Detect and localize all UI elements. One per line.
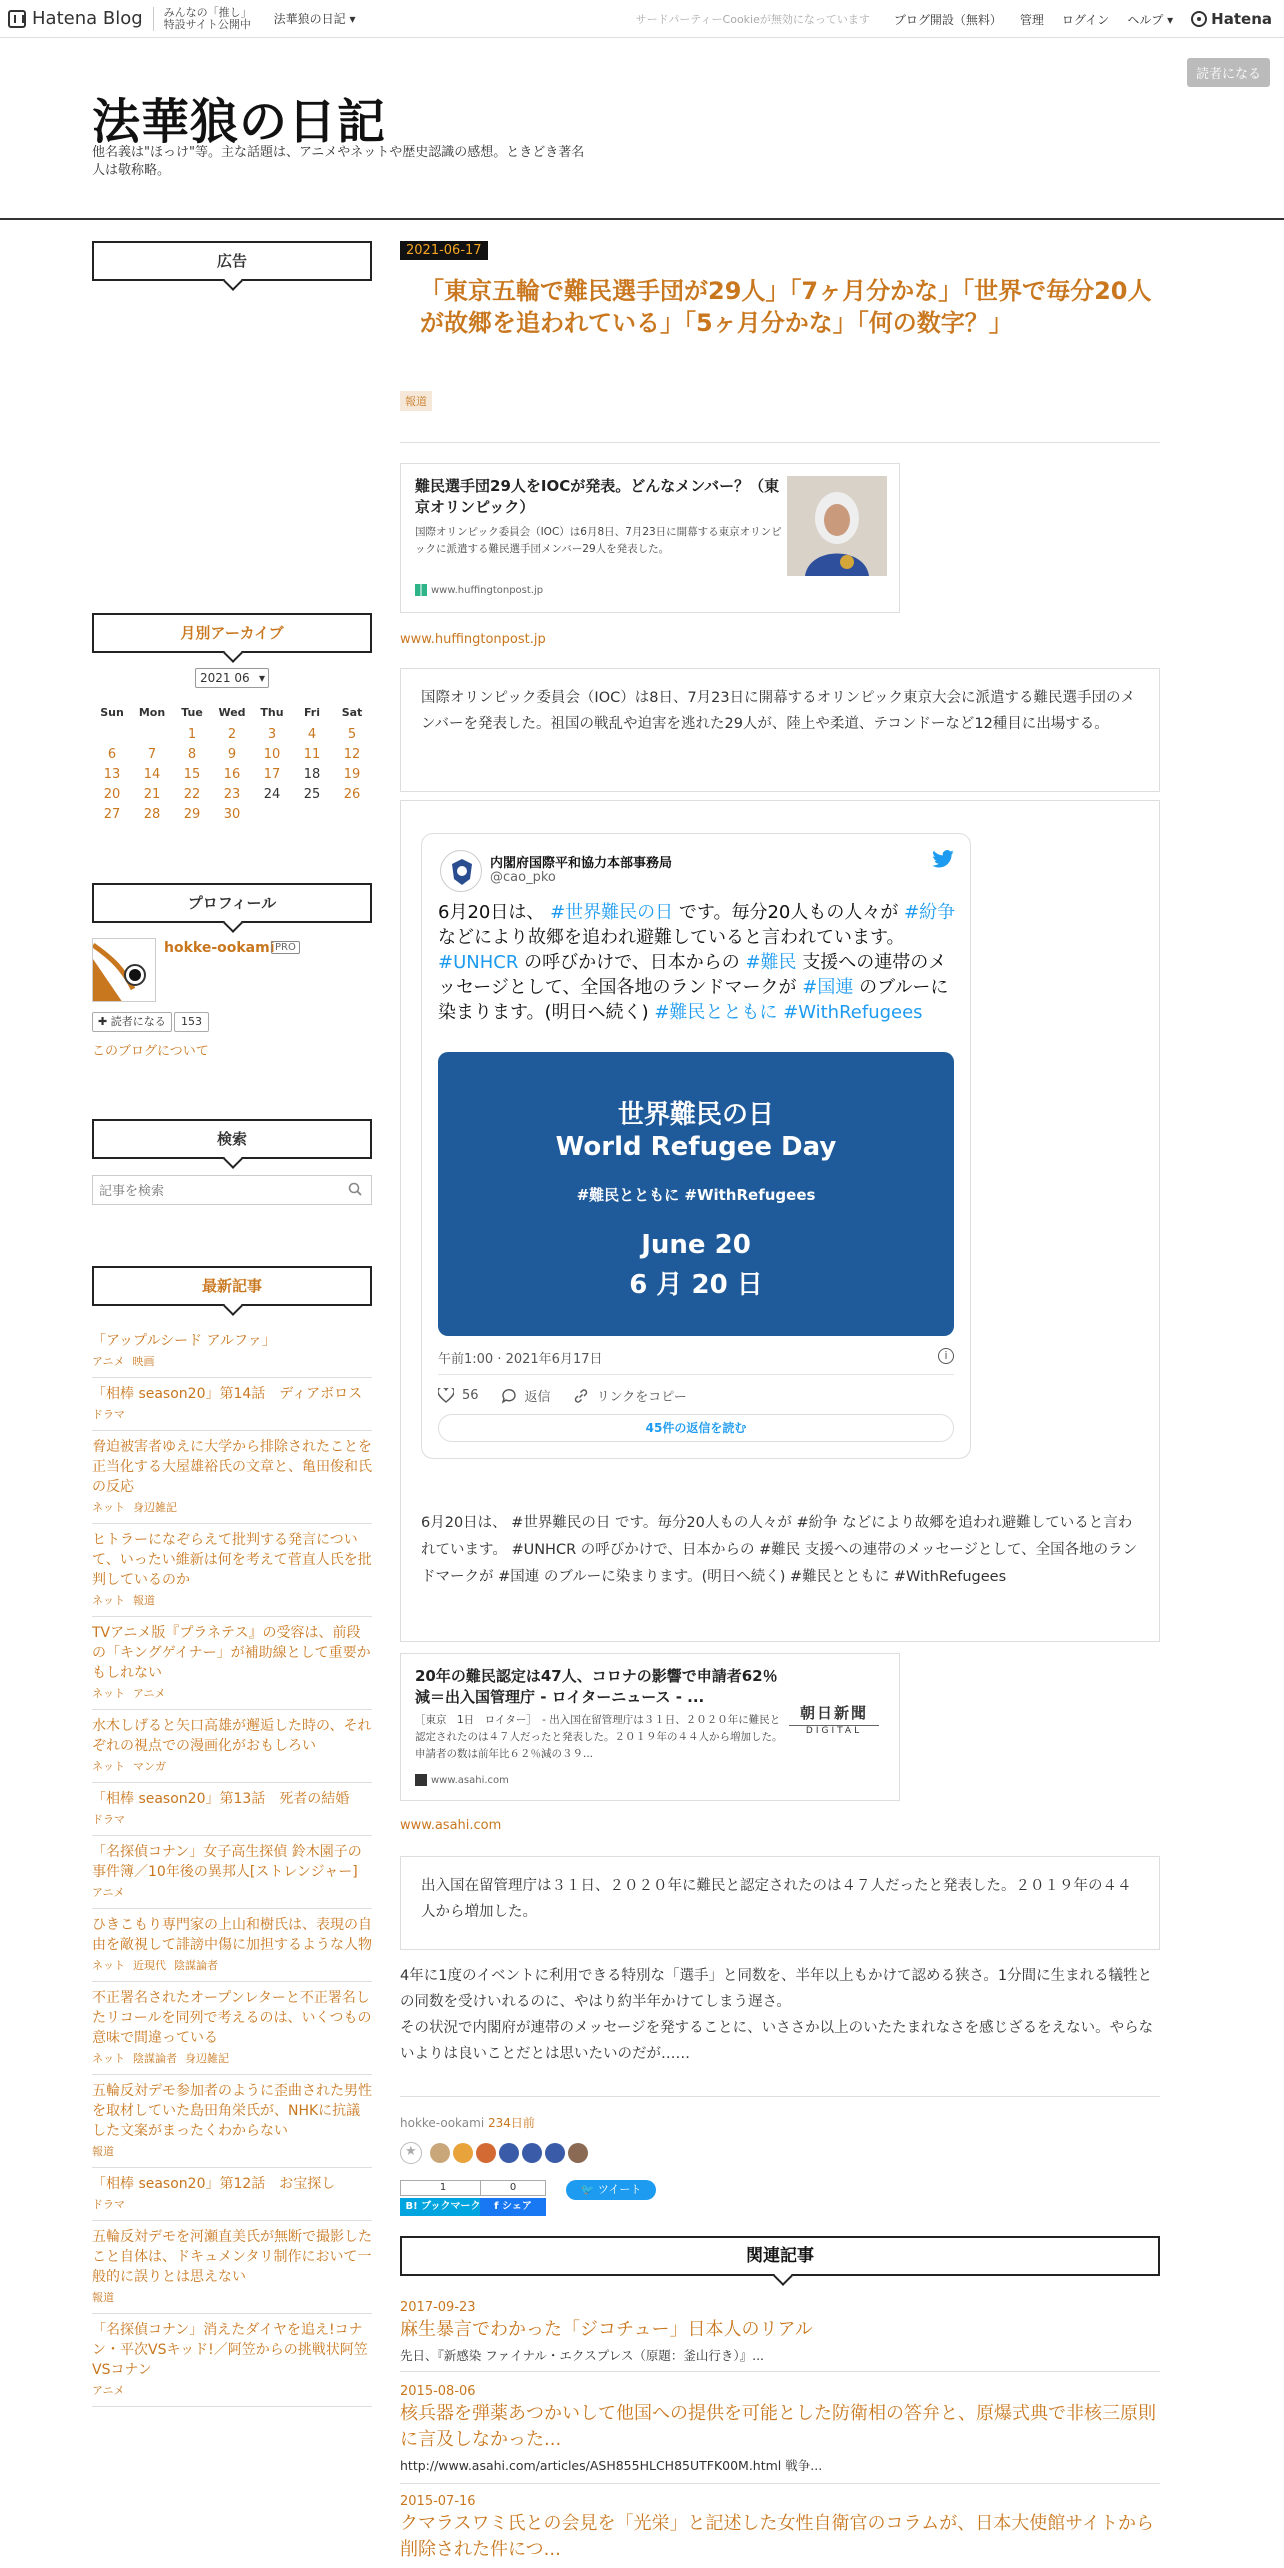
subscribe-button[interactable]: 読者になる [1187, 58, 1270, 87]
tweet-actions [438, 1386, 709, 1405]
hashtag-link[interactable]: #UNHCR [438, 952, 519, 973]
help-menu[interactable]: ヘルプ ▾ [1127, 12, 1174, 27]
tweet-text-segment: などにより故郷を追われ避難していると言われています。 [438, 927, 905, 948]
embed-card-asahi[interactable] [400, 1653, 900, 1801]
asahi-favicon [415, 1774, 427, 1786]
create-blog-link[interactable]: ブログ開設（無料） [893, 12, 1002, 27]
calendar-day[interactable]: 27 [103, 806, 121, 822]
add-star-button[interactable] [400, 2142, 422, 2164]
archive-month-select[interactable]: 2021 06 ▾ [195, 668, 269, 688]
search-input[interactable] [92, 1175, 372, 1205]
recent-entry-categories [92, 1406, 372, 1422]
search-icon[interactable] [348, 1182, 362, 1196]
calendar-day[interactable]: 12 [343, 746, 361, 762]
embed-card-huffpost[interactable] [400, 463, 900, 613]
athlete-thumbnail [787, 476, 887, 576]
pro-badge: PRO [271, 941, 300, 954]
recent-entry-categories [92, 1592, 372, 1608]
tweet-avatar[interactable] [440, 850, 482, 892]
recent-entry[interactable] [92, 1378, 372, 1431]
embed-site: www.huffingtonpost.jp [415, 584, 543, 596]
calendar-day[interactable]: 2 [227, 726, 237, 742]
calendar-day[interactable]: 4 [307, 726, 317, 742]
recent-entry-title[interactable]: 「相棒 season20」第13話 死者の結婚 [92, 1791, 350, 1807]
reply-button[interactable]: 返信 [501, 1386, 551, 1405]
blog-title[interactable]: 法華狼の日記 [92, 94, 387, 150]
link-icon [573, 1388, 589, 1404]
calendar-weekday: Thu [260, 705, 284, 719]
recent-entry[interactable] [92, 1710, 372, 1783]
divider [400, 2096, 1160, 2097]
recent-entry[interactable] [92, 1836, 372, 1909]
blog-header [0, 38, 1284, 220]
entry-body: 4年に1度のイベントに利用できる特別な「選手」と同数を、半年以上もかけて認める狭さ。1分間に生まれる犠牲との同数を受けいれるのに、やはり約半年かけてしまう遅さ。 その状況で内閣府が連帯のメッセージを発することに、いささか以上のいたたまれなさを感じざるをえない。やらないよりは良いことだとは思いたいのだが…… [400, 1968, 1154, 2062]
tweet-text-segment: です。毎分20人もの人々が [673, 902, 905, 923]
recent-entry-title[interactable]: 「相棒 season20」第14話 ディアボロス [92, 1386, 363, 1402]
archive-calendar [92, 700, 372, 824]
tweet-author-handle[interactable]: @cao_pko [490, 870, 556, 885]
copy-link-button[interactable]: リンクをコピー [573, 1386, 687, 1405]
recent-entry-categories [92, 1811, 372, 1827]
calendar-day[interactable]: 23 [223, 786, 241, 802]
calendar-weekday: Mon [138, 705, 166, 719]
calendar-day[interactable]: 11 [303, 746, 321, 762]
calendar-empty [252, 804, 292, 824]
about-blog-link[interactable]: このブログについて [92, 1044, 209, 1059]
profile-avatar[interactable] [92, 938, 156, 1002]
category-link[interactable]: ネット [92, 1959, 125, 1972]
calendar-day[interactable]: 5 [347, 726, 357, 742]
recent-entry-categories [92, 1758, 372, 1774]
recent-entry[interactable] [92, 2221, 372, 2314]
entry-title[interactable]: 「東京五輪で難民選手団が29人」「7ヶ月分かな」「世界で毎分20人が故郷を追われている」「5ヶ月分かな」「何の数字？」 [420, 277, 1152, 337]
tweet-text-segment: 支援への連帯のメッセージとして、全国各地のランドマークが [438, 952, 947, 998]
calendar-empty [92, 724, 132, 744]
heart-icon [438, 1388, 454, 1403]
calendar-day[interactable]: 22 [183, 786, 201, 802]
recent-entry-title[interactable]: 「名探偵コナン」女子高生探偵 鈴木園子の事件簿／10年後の異邦人[ストレンジャー] [92, 1844, 362, 1880]
oshi-banner[interactable]: みんなの「推し」 特設サイト公開中 [163, 5, 252, 31]
calendar-day[interactable]: 10 [263, 746, 281, 762]
recent-entry-title[interactable]: 「相棒 season20」第12話 お宝探し [92, 2176, 336, 2192]
category-link[interactable]: アニメ [92, 1886, 125, 1899]
tweet-text-segment: のブルーに染まります。(明日へ続く) [438, 977, 949, 1023]
category-link[interactable]: アニメ [92, 2384, 125, 2397]
archive-module-title[interactable]: 月別アーカイブ [92, 613, 372, 653]
category-link[interactable]: 身辺雑記 [133, 1501, 177, 1514]
category-link[interactable]: 映画 [132, 1355, 155, 1368]
admin-link[interactable]: 管理 [1019, 12, 1044, 27]
calendar-day[interactable]: 3 [267, 726, 277, 742]
category-link[interactable]: 近現代 [133, 1959, 166, 1972]
embed-site: www.asahi.com [415, 1774, 509, 1786]
category-link[interactable]: ネット [92, 1687, 125, 1700]
calendar-weekday: Tue [181, 705, 203, 719]
category-link[interactable]: ドラマ [92, 1408, 125, 1421]
calendar-weekday: Sun [100, 705, 124, 719]
subscriber-count[interactable]: 153 [174, 1012, 209, 1032]
category-link[interactable]: 報道 [133, 1594, 155, 1607]
source-link-huffpost[interactable]: www.huffingtonpost.jp [400, 632, 546, 647]
recent-entry-title[interactable]: 脅迫被害者ゆえに大学から排除されたことを正当化する大屋雄裕氏の文章と、亀田俊和氏の反応 [92, 1439, 372, 1495]
divider [438, 1374, 954, 1375]
hatena-icon [1191, 11, 1207, 27]
recent-entry[interactable] [92, 1431, 372, 1524]
calendar-day[interactable]: 17 [263, 766, 281, 782]
embed-title: 難民選手団29人をIOCが発表。どんなメンバー？（東京オリンピック） [415, 477, 780, 516]
blockquote-immigration: 出入国在留管理庁は３１日、２０２０年に難民と認定されたのは４７人だったと発表した。２０１９年の４４人から増加した。 [400, 1856, 1160, 1950]
recent-entry-title[interactable]: TVアニメ版『プラネテス』の受容は、前段の「キングゲイナー」が補助線として重要かもしれない [92, 1625, 371, 1681]
related-entry[interactable]: 2015-07-16 クマラスワミ氏との会見を「光栄」と記述した女性自衛官のコラムが、日本大使館サイトから削除された件につ... [400, 2494, 1155, 2560]
hatena-blog-logo[interactable]: Hatena Blog [8, 8, 143, 29]
recent-entry-title[interactable]: 五輪反対デモ参加者のように歪曲された男性を取材していた島田角栄氏が、NHKに抗議した文案がまったくわからない [92, 2083, 372, 2139]
star-user-avatar[interactable] [453, 2143, 473, 2163]
pko-emblem-icon [441, 851, 483, 893]
category-link[interactable]: 報道 [92, 2291, 114, 2304]
recent-entry[interactable] [92, 2314, 372, 2407]
category-link[interactable]: ネット [92, 1594, 125, 1607]
related-entry[interactable]: 2017-09-23 麻生暴言でわかった「ジコチュー」日本人のリアル 先日、『新感染 ファイナル・エクスプレス（原題：釜山行き）』... [400, 2300, 1160, 2372]
entry-category[interactable]: 報道 [400, 391, 432, 411]
star-user-avatar[interactable] [499, 2143, 519, 2163]
ad-module-title: 広告 [92, 241, 372, 281]
recent-entry[interactable] [92, 1982, 372, 2075]
embed-description: 国際オリンピック委員会（IOC）は6月8日、7月23日に開幕する東京オリンピックに派遣する難民選手団メンバー29人を発表した。 [415, 526, 782, 555]
entry-ago[interactable]: 234日前 [487, 2116, 535, 2130]
asahi-logo: 朝日新聞 DIGITAL [789, 1702, 879, 1736]
reply-icon [501, 1388, 517, 1404]
login-link[interactable]: ログイン [1061, 12, 1110, 27]
calendar-day: 18 [303, 766, 321, 782]
facebook-icon: f [494, 2201, 499, 2212]
tweet-fallback-text: 6月20日は、 #世界難民の日 です。毎分20人もの人々が #紛争 などにより故郷を追われ避難していると言われています。 #UNHCR の呼びかけで、日本からの #難民 支援への連帯のメッセージとして、全国各地のランドマークが #国連 のブルーに染まります。(明日へ続く) #難民とともに #WithRefugees [421, 1515, 1138, 1585]
hatena-logo[interactable]: Hatena [1191, 10, 1272, 28]
category-link[interactable]: ネット [92, 1760, 125, 1773]
recent-entry-categories [92, 1353, 372, 1369]
calendar-day[interactable]: 6 [107, 746, 117, 762]
calendar-weekday: Fri [303, 705, 320, 719]
profile-name[interactable]: hokke-ookami [164, 940, 275, 956]
hashtag-link[interactable]: #難民 [745, 952, 797, 973]
calendar-day[interactable]: 20 [103, 786, 121, 802]
calendar-day[interactable]: 14 [143, 766, 161, 782]
calendar-day[interactable]: 16 [223, 766, 241, 782]
calendar-empty [292, 804, 332, 824]
calendar-empty [132, 724, 172, 744]
recent-entry[interactable] [92, 1617, 372, 1710]
recent-entry[interactable] [92, 1524, 372, 1617]
tweet-text-segment: の呼びかけで、日本からの [518, 952, 746, 973]
hatena-bookmark-share[interactable]: 1 B! ブックマーク [400, 2180, 486, 2218]
profile-subscribe-button[interactable]: ✚ 読者になる [92, 1012, 172, 1032]
category-link[interactable]: ネット [92, 1501, 125, 1514]
calendar-day[interactable]: 19 [343, 766, 361, 782]
recent-entry-categories [92, 2382, 372, 2398]
related-entries-title: 関連記事 [400, 2236, 1160, 2276]
source-link-asahi[interactable]: www.asahi.com [400, 1818, 502, 1833]
hashtag-link[interactable]: #国連 [802, 977, 854, 998]
cookie-notice: サードパーティーCookieが無効になっています [635, 13, 870, 26]
recent-entry-title[interactable]: ひきこもり専門家の上山和樹氏は、表現の自由を敵視して誹謗中傷に加担するような人物 [92, 1917, 372, 1953]
calendar-weekday: Wed [218, 705, 246, 719]
recent-entry-title[interactable]: 水木しげると矢口高雄が邂逅した時の、それぞれの視点での漫画化がおもしろい [92, 1718, 372, 1754]
facebook-share[interactable]: 0 f シェア [480, 2180, 566, 2218]
recent-entry[interactable] [92, 1909, 372, 1982]
category-link[interactable]: ドラマ [92, 2198, 125, 2211]
tweet-text [438, 900, 958, 1025]
tweet-timestamp[interactable]: 午前1:00 · 2021年6月17日 [438, 1352, 603, 1367]
calendar-weekday: Sat [341, 705, 363, 719]
embed-title: 20年の難民認定は47人、コロナの影響で申請者62％減＝出入国管理庁 - ロイターニュース - ... [415, 1667, 778, 1706]
recent-module-title: 最新記事 [92, 1266, 372, 1306]
recent-entry-title[interactable]: 五輪反対デモを河瀬直美氏が無断で撮影したこと自体は、ドキュメンタリ制作において一般的に誤りとは思えない [92, 2229, 372, 2285]
calendar-day[interactable]: 1 [187, 726, 197, 742]
read-replies-button[interactable]: 45件の返信を読む [438, 1414, 954, 1442]
entry-footer [400, 2114, 535, 2131]
star-user-avatar[interactable] [545, 2143, 565, 2163]
star-user-avatar[interactable] [430, 2143, 450, 2163]
twitter-bird-icon[interactable] [932, 850, 954, 868]
tweet-text-segment: 6月20日は、 [438, 902, 551, 923]
tweet-author-name[interactable]: 内閣府国際平和協力本部事務局 [490, 856, 673, 871]
recent-entry-categories [92, 1685, 372, 1701]
category-link[interactable]: アニメ [133, 1687, 166, 1700]
category-link[interactable]: ドラマ [92, 1813, 125, 1826]
recent-entry-categories [92, 2196, 372, 2212]
blog-description: 他名義は"ほっけ"等。主な話題は、アニメやネットや歴史認識の感想。ときどき著名人は敬称略。 [92, 145, 585, 178]
recent-entry-title[interactable]: 「名探偵コナン」消えたダイヤを追え!コナン・平次VSキッド!／阿笠からの挑戦状阿笠VSコナン [92, 2322, 368, 2378]
recent-entry-categories [92, 2050, 372, 2066]
category-link[interactable]: アニメ [92, 1355, 125, 1368]
tweet-share-button[interactable]: 🐦 ツイート [566, 2180, 656, 2200]
calendar-day: 24 [263, 786, 281, 802]
star-list [400, 2142, 591, 2164]
recent-entry-categories [92, 2143, 372, 2159]
calendar-day[interactable]: 28 [143, 806, 161, 822]
calendar-day[interactable]: 29 [183, 806, 201, 822]
recent-entry[interactable] [92, 2075, 372, 2168]
star-user-avatar[interactable] [568, 2143, 588, 2163]
category-link[interactable]: 身辺雑記 [185, 2052, 229, 2065]
calendar-day[interactable]: 26 [343, 786, 361, 802]
category-link[interactable]: 報道 [92, 2145, 114, 2158]
embed-description: ［東京 1日 ロイター］ - 出入国在留管理庁は３１日、２０２０年に難民と認定されたのは４７人だったと発表した。２０１９年の４４人から増加した。 申請者の数は前年比６２％減の３９... [415, 1714, 788, 1760]
search-module-title: 検索 [92, 1119, 372, 1159]
hashtag-link[interactable]: #難民とともに #WithRefugees [654, 1002, 923, 1023]
calendar-day: 25 [303, 786, 321, 802]
category-link[interactable]: ネット [92, 2052, 125, 2065]
calendar-day[interactable]: 13 [103, 766, 121, 782]
hashtag-link[interactable]: #世界難民の日 [550, 902, 674, 923]
star-user-avatar[interactable] [522, 2143, 542, 2163]
recent-entry-title[interactable]: 不正署名されたオープンレターと不正署名したリコールを同列で考えるのは、いくつもの意味で間違っている [92, 1990, 372, 2046]
recent-entry-categories [92, 1499, 372, 1515]
twitter-bird-icon: 🐦 [580, 2183, 595, 2196]
recent-entry[interactable] [92, 1325, 372, 1378]
global-header [0, 0, 1284, 38]
hashtag-link[interactable]: #紛争 [904, 902, 956, 923]
entry-author[interactable]: hokke-ookami [400, 2116, 485, 2130]
calendar-day[interactable]: 9 [227, 746, 237, 762]
like-button[interactable]: 56 [438, 1386, 479, 1405]
category-link[interactable]: 陰謀論者 [174, 1959, 218, 1972]
calendar-day[interactable]: 15 [183, 766, 201, 782]
wolf-icon [93, 939, 156, 1002]
category-link[interactable]: マンガ [133, 1760, 166, 1773]
recent-entry-categories [92, 2289, 372, 2305]
divider [153, 7, 154, 31]
blockquote-ioc: 国際オリンピック委員会（IOC）は8日、7月23日に開幕するオリンピック東京大会に派遣する難民選手団のメンバーを発表した。祖国の戦乱や迫害を逃れた29人が、陸上や柔道、テコンドーなど12種目に出場する。 [400, 668, 1160, 792]
recent-entry[interactable] [92, 1783, 372, 1836]
calendar-day[interactable]: 21 [143, 786, 161, 802]
recent-entry-title[interactable]: 「アップルシード アルファ」 [92, 1333, 276, 1349]
embedded-tweet[interactable] [421, 833, 971, 1459]
divider [400, 442, 1160, 443]
star-user-avatar[interactable] [476, 2143, 496, 2163]
calendar-empty [332, 804, 372, 824]
recent-entry-categories [92, 1957, 372, 1973]
recent-entry[interactable] [92, 2168, 372, 2221]
recent-entries-list [92, 1325, 372, 2407]
calendar-day[interactable]: 7 [147, 746, 157, 762]
hatena-blog-icon [8, 10, 26, 28]
recent-entry-categories [92, 1884, 372, 1900]
tweet-image[interactable]: 世界難民の日 World Refugee Day #難民とともに #WithRefugees June 20 6 月 20 日 [438, 1052, 954, 1336]
recent-entry-title[interactable]: ヒトラーになぞらえて批判する発言について、いったい維新は何を考えて菅直人氏を批判しているのか [92, 1532, 372, 1588]
calendar-day[interactable]: 30 [223, 806, 241, 822]
info-icon[interactable]: i [938, 1348, 954, 1364]
category-link[interactable]: 陰謀論者 [133, 2052, 177, 2065]
entry-date[interactable]: 2021-06-17 [400, 241, 488, 260]
profile-module-title: プロフィール [92, 883, 372, 923]
related-entry[interactable]: 2015-08-06 核兵器を弾薬あつかいして他国への提供を可能とした防衛相の答弁と、原爆式典で非核三原則に言及しなかった... http://www.asahi.com/articles/ASH855HLCH85UTFK00M.html 戦争... [400, 2384, 1160, 2484]
huffpost-favicon [415, 584, 427, 596]
blog-menu[interactable]: 法華狼の日記 ▾ [273, 12, 356, 26]
calendar-day[interactable]: 8 [187, 746, 197, 762]
